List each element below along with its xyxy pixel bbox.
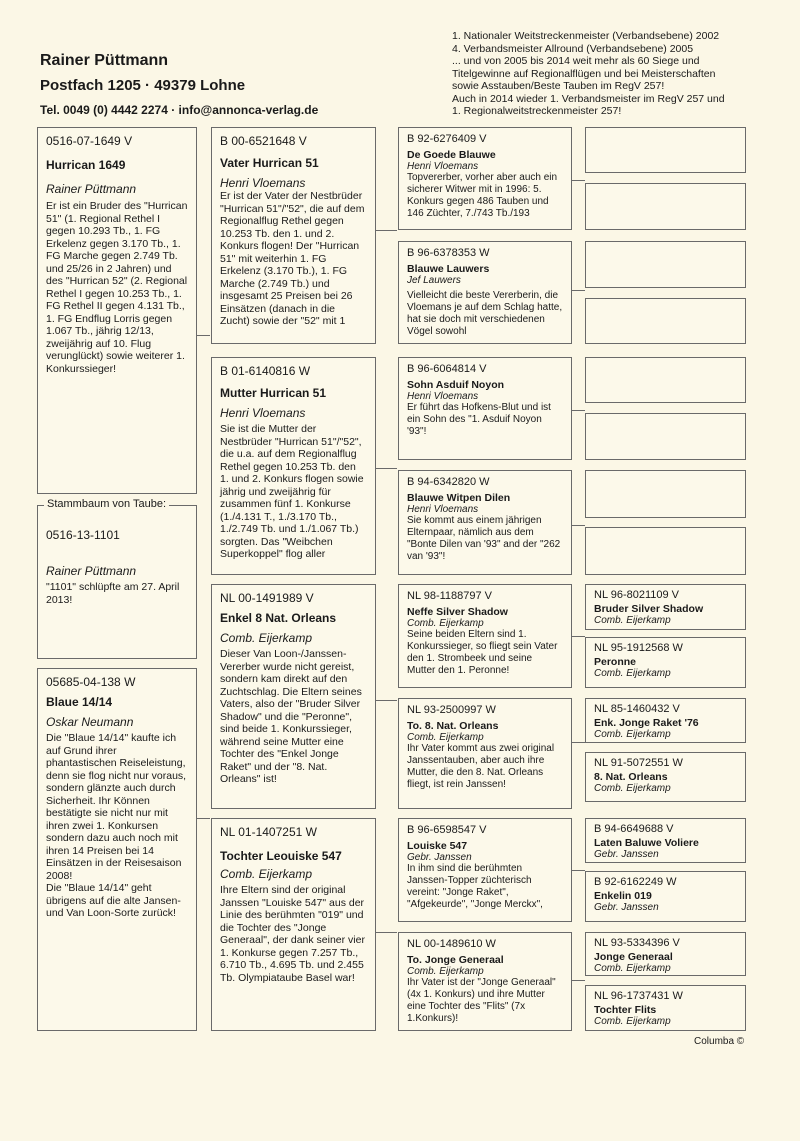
pigeon-name: Blauwe Witpen Dilen bbox=[407, 492, 511, 504]
pigeon-name: Sohn Asduif Noyon bbox=[407, 379, 505, 391]
pigeon-description: Ihre Eltern sind der original Janssen "Louiske 547" aus der Linie des berühmten "019" und die Tochter des "Jonge Generaal", der dank seiner vier 1. Konkurse gegen 7.257 Tb., 6.710 Tb., 4.695 Tb. und 2.455 Tb. Olympiataube Basel war! bbox=[220, 884, 365, 984]
title-line: 1. Nationaler Weitstreckenmeister (Verbandsebene) 2002 bbox=[452, 30, 720, 42]
pigeon-description: Topvererber, vorher aber auch ein sicherer Witwer mit in 1996: 5. Konkurs gegen 486 Tauben und 146 Züchter, 7./743 Tb./193 bbox=[407, 172, 558, 219]
pigeon-name: Louiske 547 bbox=[407, 840, 468, 852]
pigeon-name: Enkel 8 Nat. Orleans bbox=[220, 611, 337, 625]
pigeon-card-grandparent bbox=[398, 932, 572, 1031]
ring-number: B 01-6140816 W bbox=[220, 364, 311, 378]
pigeon-breeder: Rainer Püttmann bbox=[46, 564, 137, 578]
pigeon-card-sire-line bbox=[37, 127, 197, 494]
pigeon-breeder: Comb. Eijerkamp bbox=[594, 615, 671, 626]
pigeon-name: Jonge Generaal bbox=[594, 951, 673, 963]
ring-number: B 96-6378353 W bbox=[407, 247, 490, 259]
pigeon-name: Vater Hurrican 51 bbox=[220, 156, 319, 170]
ring-number: NL 95-1912568 W bbox=[594, 642, 683, 654]
pigeon-name: Neffe Silver Shadow bbox=[407, 606, 508, 618]
connector-line bbox=[571, 980, 585, 981]
pigeon-breeder: Oskar Neumann bbox=[46, 715, 134, 729]
pigeon-card-great-grandparent bbox=[585, 241, 746, 288]
pigeon-card-great-grandparent bbox=[585, 127, 746, 173]
pigeon-breeder: Henri Vloemans bbox=[407, 504, 479, 515]
pigeon-name: Blauwe Lauwers bbox=[407, 263, 490, 275]
pigeon-breeder: Comb. Eijerkamp bbox=[407, 618, 484, 629]
pigeon-description: Sie ist die Mutter der Nestbrüder "Hurrican 51"/"52", die u.a. auf dem Regionalflug Rethel gegen 10.253 Tb. den 1. und 2. Konkurs flogen sowie jährig und zweijährig für zusammen fünf 1. Konkurse (1./4.131 T., 1./3.170 Tb., 1./2.749 Tb. und 1./1.067 Tb.) sorgten. Das "Weibchen Superkoppel" flog aller bbox=[220, 423, 364, 560]
pigeon-description: Ihr Vater kommt aus zwei original Janssentauben, aber auch ihre Mutter, die den 8. Nat. Orleans fliegt, ist rein Janssen! bbox=[407, 743, 555, 790]
pigeon-name: Laten Baluwe Voliere bbox=[594, 837, 699, 849]
ring-number: B 94-6342820 W bbox=[407, 476, 490, 488]
connector-line bbox=[571, 742, 585, 743]
ring-number: NL 91-5072551 W bbox=[594, 757, 683, 769]
pedigree-label: Stammbaum von Taube: bbox=[44, 498, 169, 510]
pigeon-card-grandparent bbox=[398, 584, 572, 688]
ring-number: B 92-6162249 W bbox=[594, 876, 677, 888]
pigeon-card-great-grandparent bbox=[585, 698, 746, 743]
pigeon-card-great-grandparent bbox=[585, 932, 746, 976]
title-line: 4. Verbandsmeister Allround (Verbandsebene) 2005 bbox=[452, 42, 694, 55]
ring-number: B 00-6521648 V bbox=[220, 134, 307, 148]
pigeon-card-grandparent bbox=[398, 818, 572, 922]
connector-line bbox=[571, 636, 585, 637]
ring-number: NL 96-1737431 W bbox=[594, 990, 683, 1002]
pigeon-breeder: Gebr. Janssen bbox=[594, 849, 659, 860]
pigeon-breeder: Gebr. Janssen bbox=[594, 902, 659, 913]
pigeon-card-great-grandparent bbox=[585, 818, 746, 863]
ring-number: 0516-13-1101 bbox=[46, 528, 120, 542]
ring-number: 0516-07-1649 V bbox=[46, 134, 133, 148]
pigeon-card-great-grandparent bbox=[585, 985, 746, 1031]
pigeon-card-great-grandparent bbox=[585, 470, 746, 518]
pigeon-name: De Goede Blauwe bbox=[407, 149, 496, 161]
connector-line bbox=[571, 180, 585, 181]
title-list bbox=[452, 30, 792, 118]
pigeon-breeder: Comb. Eijerkamp bbox=[407, 732, 484, 743]
breeder-contact: Tel. 0049 (0) 4442 2274 · info@annonca-verlag.de bbox=[40, 103, 319, 117]
pigeon-breeder: Comb. Eijerkamp bbox=[594, 729, 671, 740]
pigeon-card-great-grandparent bbox=[585, 584, 746, 630]
connector-line bbox=[375, 700, 397, 701]
ring-number: NL 98-1188797 V bbox=[407, 590, 493, 602]
ring-number: B 94-6649688 V bbox=[594, 823, 674, 835]
title-line: Auch in 2014 wieder 1. Verbandsmeister im RegV 257 und bbox=[452, 92, 725, 105]
pigeon-card-great-grandparent bbox=[585, 183, 746, 230]
pigeon-breeder: Comb. Eijerkamp bbox=[220, 867, 313, 881]
pigeon-card-grandparent bbox=[398, 241, 572, 344]
pigeon-name: Mutter Hurrican 51 bbox=[220, 386, 327, 400]
ring-number: NL 01-1407251 W bbox=[220, 825, 317, 839]
pigeon-breeder: Henri Vloemans bbox=[220, 176, 306, 190]
pigeon-description: Die "Blaue 14/14" kaufte ich auf Grund ihrer phantastischen Reiseleistung, denn sie flog nicht nur voraus, sondern glänzte auch durch Sicherheit. Ihr Können bestätigte sie nicht nur mit ihren zwei 1. Konkursen sondern dazu auch noch mit ihren 14 Preisen bei 14 Einsätzen in der Reisesaison 2008! Die "Blaue 14/14" geht übrigens auf die alte Jansen- und Van Loon-Sorte zurück! bbox=[46, 732, 187, 919]
pigeon-card-great-grandparent bbox=[585, 357, 746, 403]
footer-credit: Columba © bbox=[694, 1036, 745, 1047]
connector-line bbox=[571, 525, 585, 526]
pigeon-description: Er ist ein Bruder des "Hurrican 51" (1. Regional Rethel I gegen 10.293 Tb., 1. FG Erkelenz gegen 3.170 Tb., 1. FG Marche gegen 2.749 Tb. und 25/26 in 2 Jahren) und des "Hurrican 52" (2. Regional Rethel I gegen 10.253 Tb., 1. FG Rethel II gegen 4.131 Tb., 1. FG Endflug Lorris gegen 1.067 Tb., jährig 12/13, zweijährig auf 10. Flug verunglückt) sowie weiterer 1. Konkurssieger! bbox=[46, 200, 188, 375]
pigeon-name: Bruder Silver Shadow bbox=[594, 603, 704, 615]
pigeon-card-great-grandparent bbox=[585, 413, 746, 460]
pigeon-card-grandparent bbox=[398, 470, 572, 575]
pigeon-card-parent bbox=[211, 818, 376, 1031]
pigeon-breeder: Gebr. Janssen bbox=[407, 852, 472, 863]
pigeon-description: Seine beiden Eltern sind 1. Konkurssieger, so fliegt sein Vater den 1. Strombeek und seine Mutter den 1. Peronne! bbox=[407, 629, 558, 676]
title-line: Titelgewinne auf Regionalflügen und bei Meisterschaften bbox=[452, 67, 716, 80]
pigeon-breeder: Henri Vloemans bbox=[220, 406, 306, 420]
pigeon-description: Er ist der Vater der Nestbrüder "Hurrican 51"/"52", die auf dem Regionalflug Rethel gegen 10.253 Tb. den 1. und 2. Konkurs flogen! Der "Hurrican 51" mit weiterhin 1. FG Erkelenz (3.170 Tb.), 1. FG Marche (2.749 Tb.) und insgesamt 25 Preisen bei 26 Einsätzen (danach in die Zucht) sowie der "52" mit 1 bbox=[220, 190, 365, 327]
pigeon-card-great-grandparent bbox=[585, 298, 746, 344]
pigeon-breeder: Henri Vloemans bbox=[407, 391, 479, 402]
pigeon-card-parent bbox=[211, 127, 376, 344]
pigeon-name: To. 8. Nat. Orleans bbox=[407, 720, 499, 732]
pigeon-name: Tochter Leouiske 547 bbox=[220, 849, 342, 863]
ring-number: B 92-6276409 V bbox=[407, 133, 487, 145]
pigeon-description: Sie kommt aus einem jährigen Elternpaar, nämlich aus dem "Bonte Dilen van '93" and der "262 van '93"! bbox=[407, 515, 561, 562]
ring-number: B 96-6598547 V bbox=[407, 824, 487, 836]
pigeon-breeder: Henri Vloemans bbox=[407, 161, 479, 172]
breeder-address: Postfach 1205 · 49379 Lohne bbox=[40, 77, 246, 94]
pigeon-name: Tochter Flits bbox=[594, 1004, 657, 1016]
pigeon-card-great-grandparent bbox=[585, 871, 746, 922]
pigeon-name: Hurrican 1649 bbox=[46, 158, 126, 172]
title-line: 1. Regionalweitstreckenmeister 257! bbox=[452, 105, 622, 117]
ring-number: 05685-04-138 W bbox=[46, 675, 136, 689]
connector-line bbox=[571, 410, 585, 411]
ring-number: NL 93-2500997 W bbox=[407, 704, 496, 716]
pigeon-breeder: Comb. Eijerkamp bbox=[594, 1016, 671, 1027]
pigeon-description: Er führt das Hofkens-Blut und ist ein Sohn des "1. Asduif Noyon '93"! bbox=[407, 402, 551, 437]
pigeon-name: To. Jonge Generaal bbox=[407, 954, 504, 966]
connector-line bbox=[196, 818, 210, 819]
pigeon-name: Enk. Jonge Raket '76 bbox=[594, 717, 699, 729]
connector-line bbox=[375, 468, 397, 469]
pigeon-card-parent bbox=[211, 357, 376, 575]
ring-number: NL 96-8021109 V bbox=[594, 589, 680, 601]
pigeon-name: 8. Nat. Orleans bbox=[594, 771, 668, 783]
pigeon-description: Vielleicht die beste Vererberin, die Vloemans je auf dem Schlag hatte, hat sie doch mit verschiedenen Vögel sowohl bbox=[407, 290, 563, 337]
pigeon-card-grandparent bbox=[398, 127, 572, 230]
pigeon-card-dam-line bbox=[37, 668, 197, 1031]
pigeon-description: In ihm sind die berühmten Janssen-Topper züchterisch vereint: "Jonge Raket", "Afgekeurde", "Jonge Merckx", bbox=[407, 863, 543, 910]
title-line: sowie Asstauben/Beste Tauben im RegV 257! bbox=[452, 80, 665, 92]
pigeon-card-grandparent bbox=[398, 357, 572, 460]
connector-line bbox=[375, 230, 397, 231]
pigeon-description: Ihr Vater ist der "Jonge Generaal" (4x 1. Konkurs) und ihre Mutter eine Tochter des "Flits" (7x 1.Konkurs)! bbox=[407, 977, 556, 1024]
pigeon-card-grandparent bbox=[398, 698, 572, 809]
pigeon-card-parent bbox=[211, 584, 376, 809]
pigeon-card-great-grandparent bbox=[585, 527, 746, 575]
connector-line bbox=[571, 870, 585, 871]
pedigree-subject-card bbox=[37, 498, 197, 659]
pigeon-name: Enkelin 019 bbox=[594, 890, 652, 902]
pigeon-breeder: Comb. Eijerkamp bbox=[407, 966, 484, 977]
breeder-name: Rainer Püttmann bbox=[40, 52, 169, 69]
pigeon-card-great-grandparent bbox=[585, 752, 746, 802]
pigeon-name: Peronne bbox=[594, 656, 637, 668]
pigeon-card-great-grandparent bbox=[585, 637, 746, 688]
pigeon-breeder: Comb. Eijerkamp bbox=[594, 963, 671, 974]
ring-number: NL 93-5334396 V bbox=[594, 937, 680, 949]
pigeon-breeder: Jef Lauwers bbox=[407, 275, 461, 286]
connector-line bbox=[196, 335, 210, 336]
pigeon-breeder: Comb. Eijerkamp bbox=[594, 668, 671, 679]
ring-number: NL 85-1460432 V bbox=[594, 703, 680, 715]
pigeon-breeder: Comb. Eijerkamp bbox=[594, 783, 671, 794]
pigeon-description: "1101" schlüpfte am 27. April 2013! bbox=[46, 581, 180, 606]
title-line: ... und von 2005 bis 2014 weit mehr als 60 Siege und bbox=[452, 55, 700, 67]
pigeon-breeder: Rainer Püttmann bbox=[46, 182, 137, 196]
pigeon-name: Blaue 14/14 bbox=[46, 695, 113, 709]
pigeon-breeder: Comb. Eijerkamp bbox=[220, 631, 313, 645]
ring-number: NL 00-1489610 W bbox=[407, 938, 496, 950]
ring-number: NL 00-1491989 V bbox=[220, 591, 314, 605]
ring-number: B 96-6064814 V bbox=[407, 363, 487, 375]
pigeon-description: Dieser Van Loon-/Janssen-Vererber wurde nicht gereist, sondern kam direkt auf den Zuchtschlag. Die Eltern seines Vaters, also der "Bruder Silver Shadow" und die "Peronne", sind beide 1. Konkurssieger, während seine Mutter eine Tochter des "Enkel Jonge Raket" und der "8. Nat. Orleans" ist! bbox=[220, 648, 362, 785]
connector-line bbox=[571, 290, 585, 291]
connector-line bbox=[375, 932, 397, 933]
